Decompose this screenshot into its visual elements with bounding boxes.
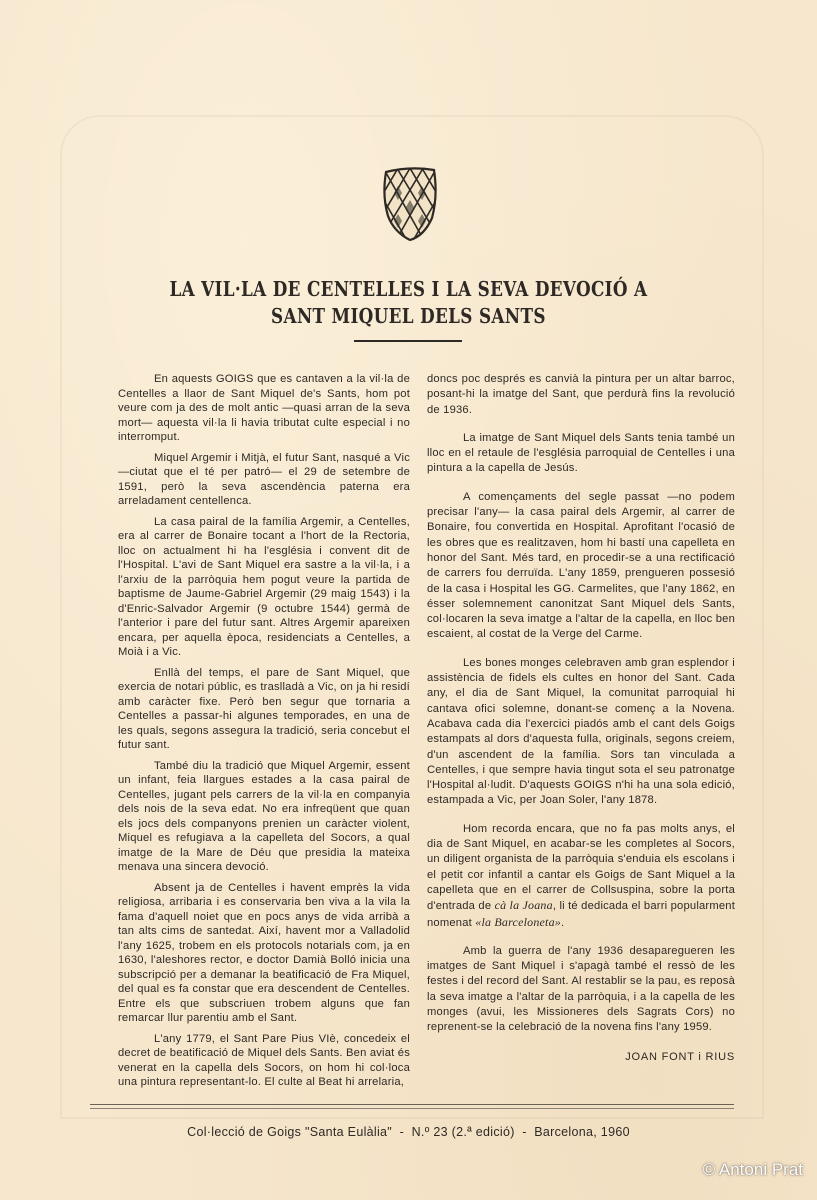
footer-divider [90,1104,734,1109]
paragraph-continuation: doncs poc després es canvià la pintura per un altar barroc, posant-hi la imatge del Sant, que perdurà fins la revolució de 1936. [427,373,735,416]
title-line-2: SANT MIQUEL DELS SANTS [271,304,546,328]
left-column [118,372,410,1096]
paragraph: La imatge de Sant Miquel dels Sants tenia també un lloc en el retaule de l'església parroquial de Centelles i una pintura a la capella de Jesús. [427,431,735,475]
paragraph: Absent ja de Centelles i havent emprès la vida religiosa, arribaria i es conservaria ben viva a la vila la fama d'aquell noiet que en pocs anys de vida arribà a tan alts cims de santedat. Així, havent mor a Valladolid l'any 1625, trobem en els protocols notarials com, ja en 1630, l'aleshores rector, e doctor Damià Bolló inicia una subscripció per a demanar la beatificació de Fra Miquel, del qual es fa constar que era descendent de Centelles. Entre els que subscriuen trobem alguns que fan remarcar llur parentiu amb el Sant. [118,881,410,1024]
italic-neighborhood-name: «la Barceloneta» [475,914,561,929]
copyright-watermark: © Antoni Prat [702,1160,803,1179]
right-column [427,372,735,1065]
paragraph: Enllà del temps, el pare de Sant Miquel, que exercia de notari públic, es traslladà a Vic, on ja hi residí amb caràcter fixe. Però ben segur que tornaria a Centelles a passar-hi algunes temporades, en una de les quals, segons assegura la tradició, seria concebut el futur sant. [118,666,410,751]
shield-lozengy-icon [380,166,440,242]
title-underline [354,340,462,342]
paragraph: En aquests GOIGS que es cantaven a la vil·la de Centelles a llaor de Sant Miquel de's Sants, hom pot veure com ja des de molt antic —quasi arran de la seva mort— aquesta vil·la li havia tributat culte especial i no interromput. [118,373,410,443]
paragraph [427,822,735,931]
author-signature: JOAN FONT i RIUS [625,1050,735,1063]
paragraph: Les bones monges celebraven amb gran esplendor i assistència de fidels els cultes en honor del Sant. Cada any, el dia de Sant Miquel, la comunitat parroquial hi cantava ofici solemne, donant-se començ a la Novena. Acabava cada dia l'exercici piadós amb el cant dels Goigs estampats al dors d'aquesta fulla, originals, segons creiem, d'un ascendent de la família. Sors tan vinculada a Centelles, i que sempre havia tingut sota el seu patronatge l'Hospital al·ludit. D'aquests GOIGS n'hi ha una sola edició, estampada a Vic, per Joan Soler, l'any 1878. [427,656,735,807]
paragraph: Miquel Argemir i Mitjà, el futur Sant, nasqué a Vic —ciutat que el té per patró— el 29 de setembre de 1591, però la seva ascendència paterna era arreladament centellenca. [118,451,410,507]
text-run: , li té dedicada el barri popularment nomenat [427,900,736,929]
paragraph: També diu la tradició que Miquel Argemir, essent un infant, feia llargues estades a la casa pairal de Centelles, jugant pels carrers de la vil·la en companyia dels nois de la seva edat. No era infreqüent que quan els jocs dels companyons prenien un caràcter violent, Miquel es refugiava a la capelleta del Socors, a qual imatge de la Mare de Déu que presidia la mateixa menava una sincera devoció. [118,759,410,873]
italic-place-name: cà la Joana [494,898,553,913]
paragraph: L'any 1779, el Sant Pare Pius VIè, concedeix el decret de beatificació de Miquel dels Sants. Ben aviat és venerat en la capella dels Socors, on hom hi col·loca una pintura representant-lo. El culte al Beat hi arrelaria, [118,1032,410,1088]
footer-colophon: Col·lecció de Goigs "Santa Eulàlia" - N.º 23 (2.ª edició) - Barcelona, 1960 [187,1125,630,1139]
paragraph: A començaments del segle passat —no podem precisar l'any— la casa pairal dels Argemir, al carrer de Bonaire, fou convertida en Hospital. Aprofitant l'ocasió de les obres que es realitzaven, hom hi bastí una capelleta en honor del Sant. Més tard, en procedir-se a una rectificació de carrers fou derruïda. L'any 1859, prengueren possesió de la casa i Hospital les GG. Carmelites, que l'any 1862, en ésser solemnement canonitzat Sant Miquel dels Sants, col·locaren la seva imatge a l'altar de la capella, en lloc ben escaient, al costat de la Verge del Carme. [427,490,735,641]
paragraph: La casa pairal de la família Argemir, a Centelles, era al carrer de Bonaire tocant a l'hort de la Rectoria, lloc on actualment hi ha l'església i convent dit de l'Hospital. L'avi de Sant Miquel era sastre a la vil·la, i a l'arxiu de la parròquia hem pogut veure la partida de baptisme de Jaume-Gabriel Argemir (29 maig 1543) i la d'Enric-Salvador Argemir (9 octubre 1544) germà de l'anterior i pare del futur sant. Altres Argemir apareixen encara, per aquella època, residenciats a Centelles, a Moià i a Vic. [118,515,410,658]
title-line-1: LA VIL·LA DE CENTELLES I LA SEVA DEVOCIÓ A [169,277,648,301]
page-title [73,276,743,330]
text-run: Hom recorda encara, que no fa pas molts anys, el dia de Sant Miquel, en acabar-se les completes al Socors, un diligent organista de la parròquia s'enduia els escolans i el petit cor infantil a cantar els Goigs de Sant Miquel a la capelleta que en el carrer de Collsuspina, sobre la porta d'entrada de [427,822,735,913]
paragraph: Amb la guerra de l'any 1936 desaparegueren les imatges de Sant Miquel i s'apagà també el ressò de les festes i del record del Sant. Al restablir se la pau, es reposà la seva imatge a l'altar de la parròquia, i a la capella de les monges (avui, les Missioneres dels Sagrats Cors) no reprenent-se la celebració de la novena fins l'any 1959. [427,944,735,1034]
text-run: . [561,916,565,929]
